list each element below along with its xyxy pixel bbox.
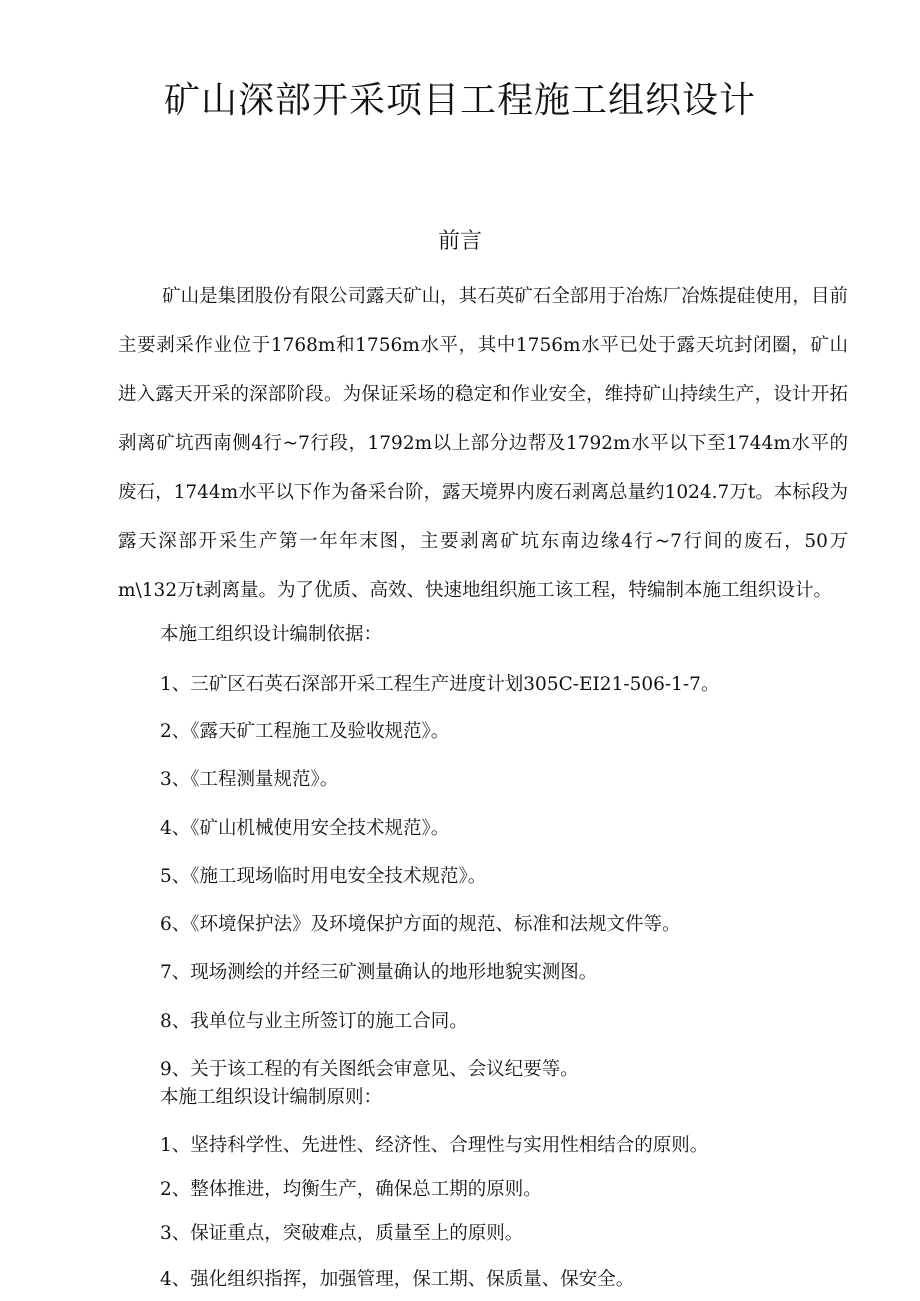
basis-item-3: 3、《工程测量规范》。 [160,769,339,790]
basis-item-6: 6、《环境保护法》及环境保护方面的规范、标准和法规文件等。 [160,914,681,935]
basis-item-7: 7、现场测绘的并经三矿测量确认的地形地貌实测图。 [160,962,598,983]
principles-item-3: 3、保证重点，突破难点，质量至上的原则。 [160,1223,524,1244]
principles-item-2: 2、整体推进，均衡生产，确保总工期的原则。 [160,1179,542,1200]
intro-paragraph [118,272,848,615]
basis-item-2: 2、《露天矿工程施工及验收规范》。 [160,721,450,742]
basis-item-9: 9、关于该工程的有关图纸会审意见、会议纪要等。 [160,1059,579,1080]
preface-heading: 前言 [437,229,482,254]
intro-paragraph-text: 矿山是集团股份有限公司露天矿山，其石英矿石全部用于冶炼厂冶炼提硅使用，目前主要剥采作业位于1768m和1756m水平，其中1756m水平已处于露天坑封闭圈，矿山进入露天开采的深部阶段。为保证采场的稳定和作业安全，维持矿山持续生产，设计开拓剥离矿坑西南侧4行~7行段，1792m以上部分边帮及1792m水平以下至1744m水平的废石，1744m水平以下作为备采台阶，露天境界内废石剥离总量约1024.7万t。本标段为露天深部开采生产第一年年末图，主要剥离矿坑东南边缘4行~7行间的废石，50万m\132万t剥离量。为了优质、高效、快速地组织施工该工程，特编制本施工组织设计。 [118,286,848,601]
basis-item-1: 1、三矿区石英石深部开采工程生产进度计划305C-EI21-506-1-7。 [160,674,720,695]
document-title: 矿山深部开采项目工程施工组织设计 [163,80,756,121]
principles-item-1: 1、坚持科学性、先进性、经济性、合理性与实用性相结合的原则。 [160,1135,709,1156]
principles-heading: 本施工组织设计编制原则： [160,1087,383,1108]
basis-heading: 本施工组织设计编制依据： [160,624,383,645]
principles-item-4: 4、强化组织指挥，加强管理，保工期、保质量、保安全。 [160,1269,635,1290]
basis-item-5: 5、《施工现场临时用电安全技术规范》。 [160,866,487,887]
basis-item-8: 8、我单位与业主所签订的施工合同。 [160,1011,468,1032]
basis-item-4: 4、《矿山机械使用安全技术规范》。 [160,818,450,839]
